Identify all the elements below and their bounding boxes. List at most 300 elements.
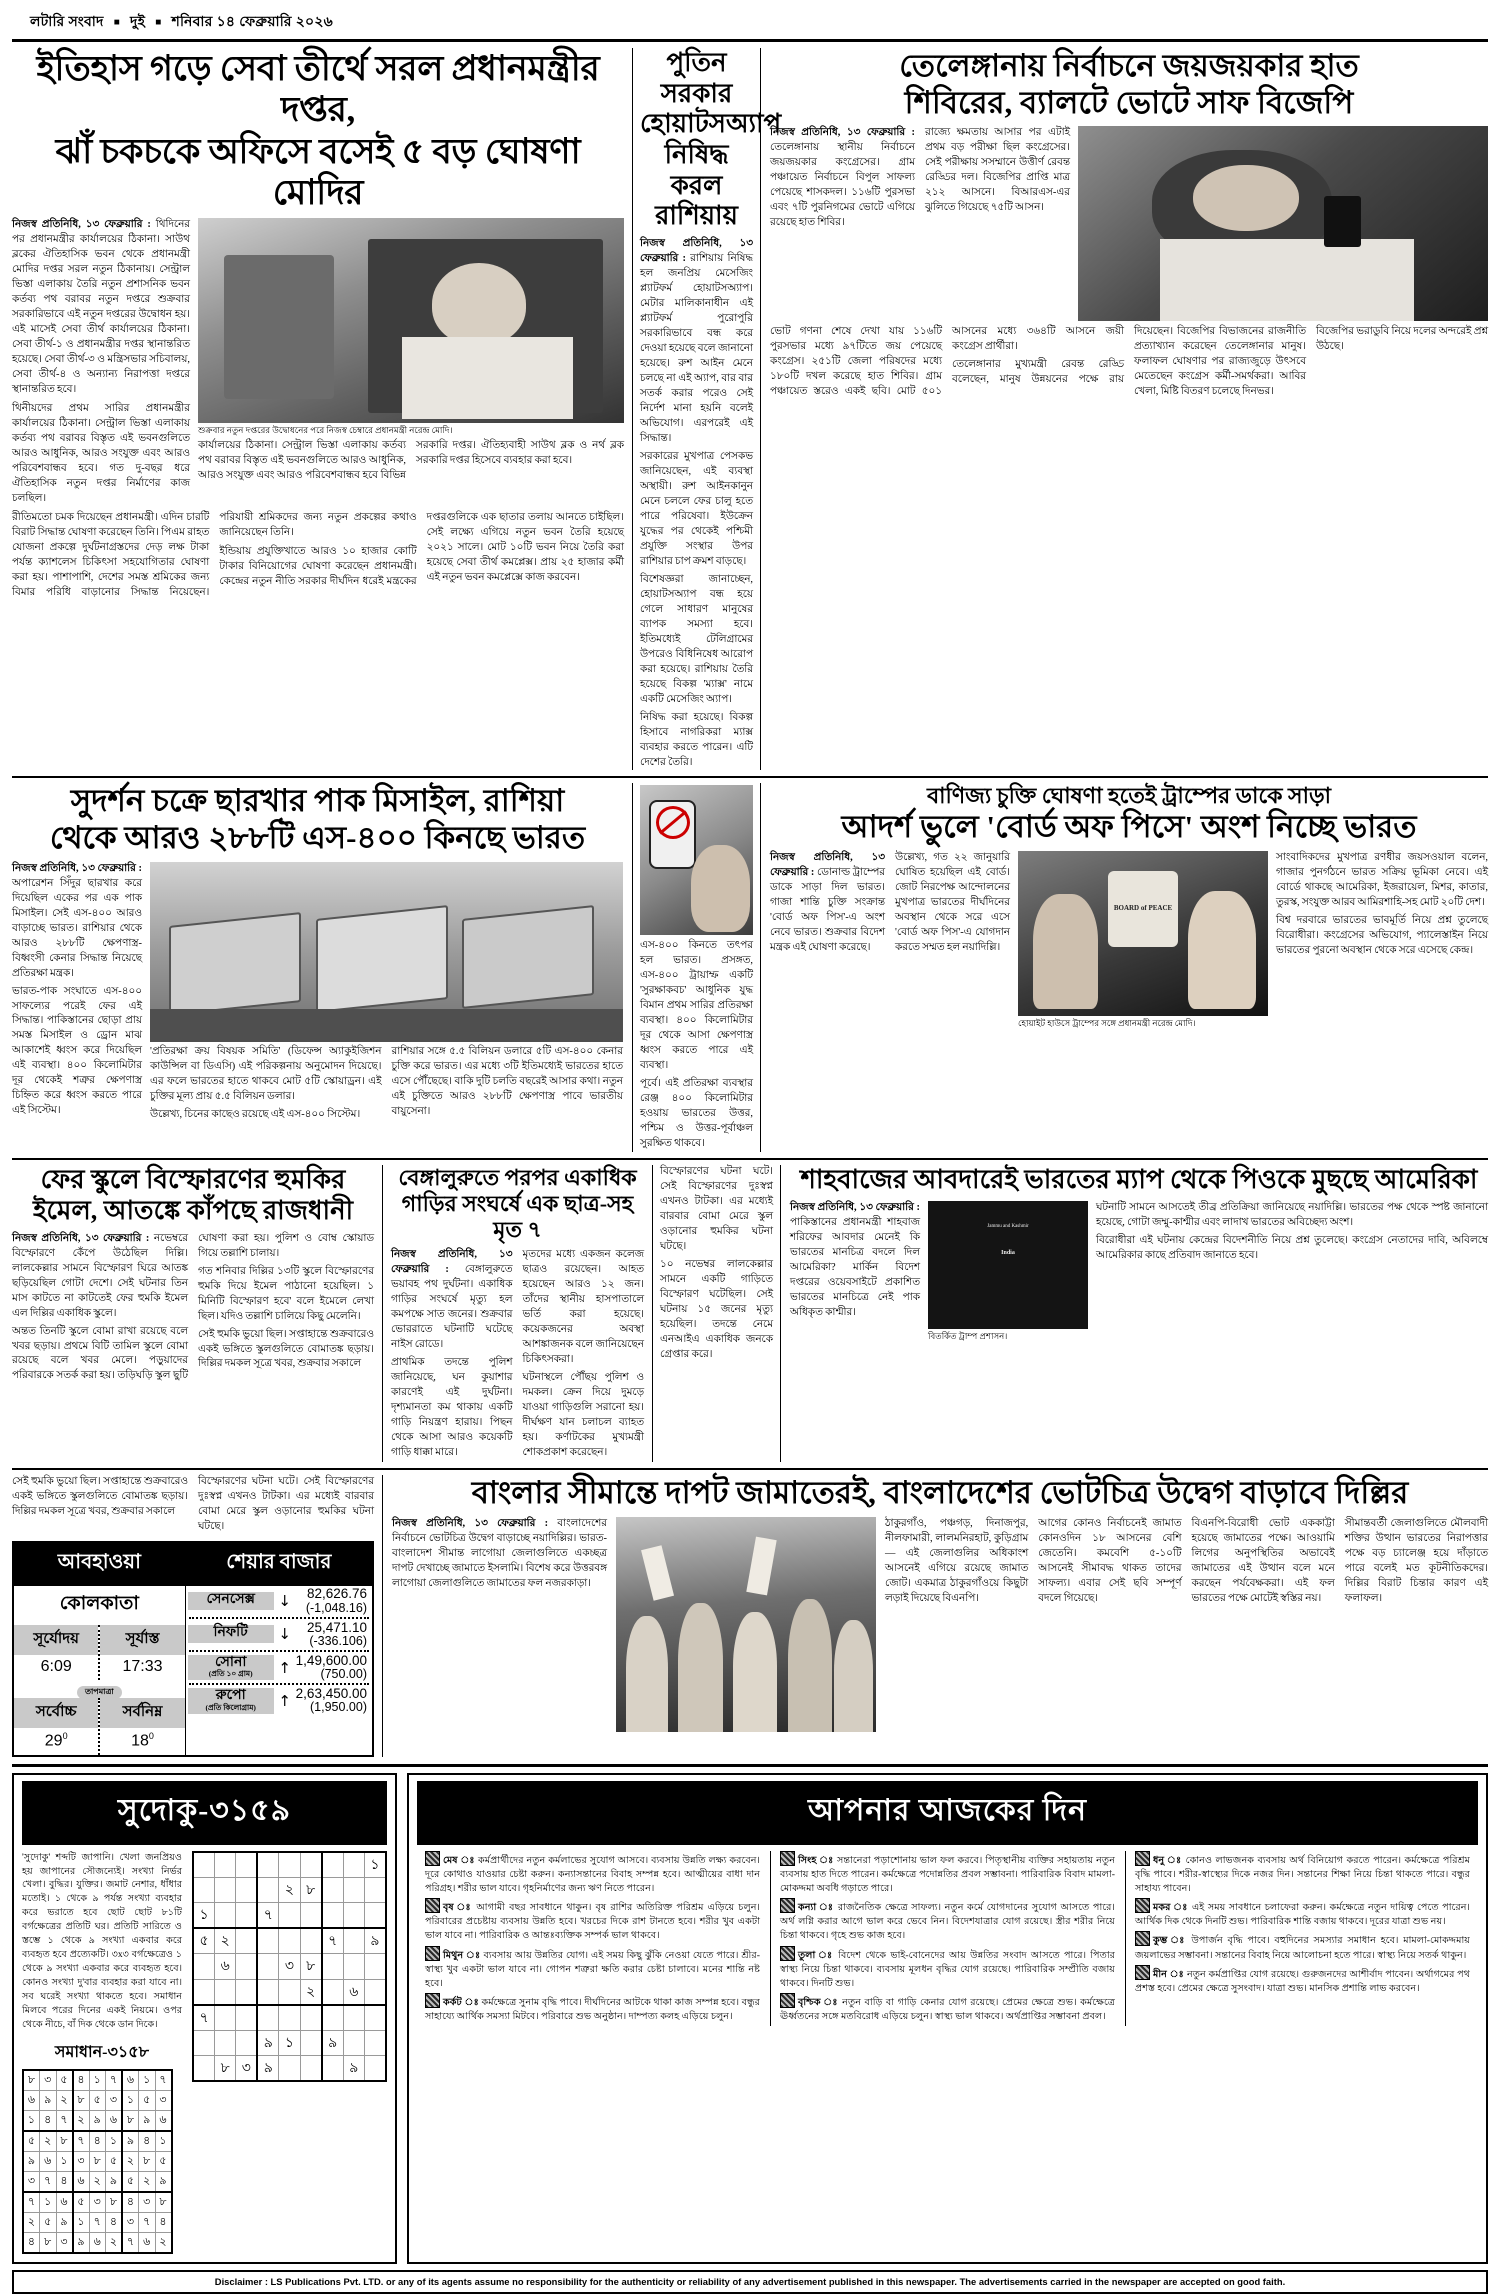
- bottom-band: [12, 1773, 1488, 2265]
- telangana-body-4: তেলেঙ্গানার মুখ্যমন্ত্রী রেবন্ত রেড্ডি বলেছেন, মানুষ উন্নয়নের পক্ষে রায় দিয়েছেন। বিজেপির বিভাজনের রাজনীতি প্রত্যাখ্যান করেছেন তেলেঙ্গানার মানুষ। ফলাফল ঘোষণার পর রাজ্যজুড়ে উৎসবে মেতেছেন কংগ্রেস কর্মী-সমর্থকরা। আবির খেলা, মিষ্টি বিতরণ চলেছে দিনভর।: [952, 326, 1306, 398]
- trump-kicker: বাণিজ্য চুক্তি ঘোষণা হতেই ট্রাম্পের ডাকে সাড়া: [926, 783, 1332, 809]
- sudoku-solution-cell: ১: [89, 2070, 106, 2091]
- sudoku-puzzle-cell[interactable]: [300, 1928, 321, 1954]
- bangladesh-body-2: ঠাকুরগাঁও, পঞ্চগড়, দিনাজপুর, নীলফামারী, লালমনিরহাট, কুড়িগ্রাম — এই জেলাগুলির অধিকাংশ আসনেই এগিয়ে রয়েছে জামাত জোট। একমাত্র ঠাকুরগাঁওয়ে কিছুটা লড়াই দিয়েছে বিএনপি।: [885, 1517, 1029, 1604]
- sudoku-solution-cell: ৭: [89, 2213, 106, 2233]
- sudoku-puzzle-cell[interactable]: [214, 1852, 235, 1878]
- sudoku-puzzle-cell[interactable]: [236, 2030, 257, 2056]
- sudoku-solution-cell: ৯: [56, 2213, 73, 2233]
- sudoku-puzzle-cell[interactable]: [279, 1928, 300, 1954]
- sudoku-solution-cell: ১: [23, 2111, 40, 2132]
- zodiac-sign-icon: [425, 1993, 440, 2008]
- sudoku-puzzle-cell[interactable]: [343, 1903, 364, 1929]
- lower-rule: [12, 1158, 1488, 1160]
- bangladesh-rule: [12, 1468, 1488, 1470]
- sudoku-puzzle-row: [193, 2056, 386, 2082]
- market-row: [186, 1620, 372, 1649]
- school-headline-line2: ইমেল, আতঙ্কে কাঁপছে রাজধানী: [32, 1195, 354, 1225]
- lead-col3-body: ইন্ডিয়ায় প্রযুক্তিখাতে আরও ১০ হাজার কোটি টাকার বিনিয়োগের ঘোষণা করেছেন প্রধানমন্ত্রী। কেন্দ্রের নতুন নীতি সরকার দীর্ঘদিন ধরেই মন্ত্রকের দপ্তরগুলিকে এক ছাতার তলায় আনতে চাইছিল। সেই লক্ষ্যে এগিয়ে নতুন ভবন তৈরি হয়েছে ২০২১ সালে। মোট ১০টি ভবন নিয়ে তৈরি করা হয়েছে সেবা তীর্থ কমপ্লেক্স। প্রায় ২৫ হাজার কর্মী এই নতুন ভবন কমপ্লেক্সে কাজ করবেন।: [219, 511, 624, 587]
- zodiac-sign-icon: [780, 1851, 795, 1866]
- sudoku-solution-row: [23, 2111, 172, 2132]
- min-temp-degree: 0: [148, 1731, 154, 1742]
- sudoku-solution-cell: ৩: [40, 2070, 57, 2091]
- sudoku-puzzle-cell[interactable]: [193, 2056, 214, 2082]
- sudoku-puzzle-cell[interactable]: [257, 1979, 278, 2005]
- map-label-jk: Jammu and Kashmir: [987, 1223, 1029, 1229]
- horoscope-item: [425, 1993, 760, 2024]
- zodiac-sign-icon: [1135, 1898, 1150, 1913]
- sudoku-puzzle-cell[interactable]: [257, 1928, 278, 1954]
- sudoku-puzzle-cell[interactable]: [279, 2005, 300, 2031]
- sudoku-solution-cell: ১: [122, 2091, 139, 2111]
- sudoku-puzzle-cell[interactable]: [214, 2030, 235, 2056]
- sudoku-puzzle-cell[interactable]: [236, 1903, 257, 1929]
- sudoku-solution-cell: ৬: [89, 2233, 106, 2254]
- sudoku-solution-cell: ৭: [40, 2172, 57, 2193]
- map-body-3: বিরোধীরা এই ঘটনায় কেন্দ্রের বিদেশনীতি নিয়ে প্রশ্ন তুলেছে। কংগ্রেস নেতাদের দাবি, অবিলম্বে আমেরিকার কাছে প্রতিবাদ জানাতে হবে।: [1096, 1234, 1488, 1261]
- telangana-story: [760, 48, 1488, 770]
- bengaluru-byline: নিজস্ব প্রতিনিধি, ১৩ ফেব্রুয়ারি :: [391, 1249, 513, 1276]
- horoscope-sign-name: মীন ঃ: [1153, 1968, 1187, 1980]
- bangladesh-headline: বাংলার সীমান্তে দাপট জামাতেরই, বাংলাদেশের ভোটচিত্র উদ্বেগ বাড়াবে দিল্লির: [471, 1475, 1409, 1511]
- min-temp-cell: [98, 1698, 184, 1754]
- horoscope-column-3: [1125, 1851, 1470, 2027]
- sudoku-puzzle-cell[interactable]: [343, 1928, 364, 1954]
- masthead-separator-1: ■: [113, 16, 120, 28]
- sudoku-puzzle-cell[interactable]: ৮: [214, 2056, 235, 2082]
- sudoku-puzzle-cell[interactable]: [214, 1979, 235, 2005]
- market-row-change: (750.00): [320, 1667, 367, 1682]
- market-row: [186, 1686, 372, 1715]
- telangana-photo: [1078, 126, 1488, 321]
- sudoku-puzzle-cell[interactable]: ৮: [300, 1954, 321, 1980]
- disclaimer-bar: Disclaimer : LS Publications Pvt. LTD. or any of its agents assume no responsibility for the authenticity or reliability of any advertisement published in this newspaper. The advertisements carried in the newspaper are accepted on good faith.: [12, 2270, 1488, 2294]
- sudoku-puzzle-cell[interactable]: ৩: [236, 2056, 257, 2082]
- sudoku-puzzle-cell[interactable]: [300, 1852, 321, 1878]
- sudoku-title: সুদোকু-৩১৫৯: [22, 1781, 387, 1845]
- zodiac-sign-icon: [780, 1993, 795, 2008]
- market-trend-arrow-icon: ↓: [278, 1591, 291, 1610]
- market-row-separator: [189, 1683, 369, 1685]
- trump-body-4: বিশ্ব দরবারে ভারতের ভাবমূর্তি নিয়ে প্রশ্ন তুলেছে বিরোধীরা। কংগ্রেসের অভিযোগ, প্যালেস্তাইন নিয়ে ভারতের পুরনো অবস্থান থেকে সরে এসেছে কেন্দ্র।: [1276, 914, 1488, 956]
- sudoku-solution-cell: ৮: [106, 2192, 123, 2213]
- sudoku-puzzle-cell[interactable]: [236, 1979, 257, 2005]
- horoscope-sign-name: তুলা ঃ: [798, 1949, 839, 1961]
- sudoku-puzzle-cell[interactable]: [343, 1877, 364, 1903]
- horoscope-sign-text: ব্যবসায় আয় উন্নতির যোগ। এই সময় কিছু ঝুঁকি নেওয়া যেতে পারে। শ্রীর-স্বাস্থ্য খুব একটা ভাল যাবে না। গোপন শত্রুরা ক্ষতি করার চেষ্টা চালাবে। মনের শান্তি নষ্ট হবে।: [425, 1949, 760, 1989]
- sudoku-solution-cell: ২: [139, 2172, 156, 2193]
- sudoku-solution-cell: ২: [122, 2152, 139, 2172]
- horoscope-item: [780, 1851, 1115, 1896]
- sudoku-solution-cell: ২: [106, 2233, 123, 2254]
- sudoku-puzzle-cell[interactable]: [279, 1979, 300, 2005]
- lead-photo: [198, 218, 624, 423]
- sudoku-solution-cell: ৫: [40, 2213, 57, 2233]
- sudoku-puzzle-cell[interactable]: [236, 1877, 257, 1903]
- sudoku-solution-row: [23, 2213, 172, 2233]
- map-byline: নিজস্ব প্রতিনিধি, ১৩ ফেব্রুয়ারি :: [790, 1201, 920, 1213]
- sudoku-puzzle-cell[interactable]: ৯: [322, 2030, 343, 2056]
- trump-body-1: ডোনাল্ড ট্রাম্পের ডাকে সাড়া দিল ভারত। গাজা শান্তি চুক্তি সংক্রান্ত 'বোর্ড অফ পিস'-এ অংশ নেবে ভারত। শুক্রবার বিদেশ মন্ত্রক এই ঘোষণা করেছে।: [770, 867, 885, 953]
- sudoku-solution-cell: ৭: [23, 2192, 40, 2213]
- sudoku-puzzle-cell[interactable]: [257, 1877, 278, 1903]
- sudoku-puzzle-cell[interactable]: [214, 1903, 235, 1929]
- top-band: [12, 48, 1488, 770]
- trump-photo-caption: হোয়াইট হাউসে ট্রাম্পের সঙ্গে প্রধানমন্ত্রী নরেন্দ্র মোদি।: [1018, 1018, 1196, 1029]
- bengaluru-headline-line1: বেঙ্গালুরুতে পরপর একাধিক: [398, 1165, 637, 1191]
- putin-headline-line2: হোয়াটসঅ্যাপ: [640, 109, 782, 139]
- sudoku-puzzle-cell[interactable]: [343, 1954, 364, 1980]
- market-row-name: সোনা (প্রতি ১০ গ্রাম): [188, 1655, 274, 1681]
- trump-headline-line1: আদর্শ ভুলে 'বোর্ড অফ পিসে' অংশ নিচ্ছে ভারত: [841, 809, 1417, 845]
- sudoku-puzzle-cell[interactable]: [364, 1954, 386, 1980]
- market-row-change: (-1,048.16): [305, 1600, 367, 1615]
- market-trend-arrow-icon: ↓: [278, 1625, 291, 1644]
- putin-body-3: বিশেষজ্ঞরা জানাচ্ছেন, হোয়াটসঅ্যাপ বন্ধ হয়ে গেলে সাধারণ মানুষের ব্যাপক সমস্যা হবে। ইতিমধ্যেই টেলিগ্রামের উপরেও বিধিনিষেধ আরোপ করা হয়েছে। রাশিয়ায় তৈরি হয়েছে বিকল্প 'ম্যাক্স' নামে একটি মেসেজিং অ্যাপ।: [640, 573, 753, 705]
- sudoku-puzzle-cell[interactable]: ১: [364, 1852, 386, 1878]
- lead-body-3: থিনীয়দের প্রথম সারির প্রধানমন্ত্রীর কার্যালয়ের ঠিকানা। সেন্ট্রাল ভিস্তা এলাকায় কর্তব্য পথ বরাবর বিস্তৃত এই ভবনগুলিতে আরও আধুনিক, আরও সংযুক্ত এবং আরও পরিবেশবান্ধব হবে। গত দু-বছর ধরে ঐতিহাসিক নতুন দপ্তর নির্মাণের কাজ চলছিল।: [12, 403, 190, 504]
- masthead-date: শনিবার ১৪ ফেব্রুয়ারি ২০২৬: [171, 13, 333, 29]
- mid-band: [12, 783, 1488, 1152]
- sudoku-solution-cell: ৪: [89, 2131, 106, 2152]
- horoscope-sign-name: মকর ঃ: [1153, 1902, 1192, 1914]
- sudoku-solution-cell: ৫: [56, 2070, 73, 2091]
- sudoku-solution-cell: ৪: [73, 2070, 90, 2091]
- bengaluru-story: [382, 1165, 652, 1462]
- telangana-caption-note: বিজেপির ভরাডুবি নিয়ে দলের অন্দরেই প্রশ্ন উঠছে।: [1316, 326, 1488, 353]
- horoscope-item: [780, 1898, 1115, 1943]
- school-byline: নিজস্ব প্রতিনিধি, ১৩ ফেব্রুয়ারি :: [12, 1232, 150, 1244]
- market-trend-arrow-icon: ↑: [278, 1691, 291, 1710]
- sudoku-puzzle-row: [193, 2005, 386, 2031]
- horoscope-sign-text: রাজনৈতিক ক্ষেত্রে সাফল্য। নতুন কর্মে যোগদানের সুযোগ আসতে পারে। অর্থ লগ্নি করার আগে ভাল করে ভেবে নিন। বিদেশযাত্রার যোগ রয়েছে। স্ত্রীর শরীর নিয়ে চিন্তা থাকবে। গৃহে শুভ কাজ হবে।: [780, 1902, 1115, 1942]
- sudoku-puzzle-cell[interactable]: [322, 1954, 343, 1980]
- horoscope-item: [780, 1993, 1115, 2024]
- putin-headline-line1: পুতিন সরকার: [660, 48, 733, 108]
- sudoku-puzzle-cell[interactable]: [279, 1903, 300, 1929]
- sudoku-solution-cell: ৫: [23, 2131, 40, 2152]
- weather-box: [14, 1543, 185, 1754]
- sudoku-solution-cell: ২: [73, 2111, 90, 2132]
- sudoku-solution-cell: ৫: [155, 2152, 172, 2172]
- sudoku-solution-cell: ৩: [56, 2233, 73, 2254]
- market-row-values: 2,63,450.00 (1,950.00): [295, 1686, 367, 1715]
- horoscope-item: [1135, 1851, 1470, 1896]
- map-story: [780, 1165, 1488, 1462]
- sudoku-solution-cell: ৯: [155, 2172, 172, 2193]
- sudoku-puzzle-cell[interactable]: [364, 1877, 386, 1903]
- sudoku-puzzle-cell[interactable]: [364, 1979, 386, 2005]
- s400-headline-line1: সুদর্শন চক্রে ছারখার পাক মিসাইল, রাশিয়া: [70, 783, 565, 819]
- horoscope-sign-text: সন্তানেরা পড়াশোনায় ভাল ফল করবে। পিতৃস্থানীয় ব্যক্তির সহায়তায় নতুন ব্যবসায় হাত দিতে পারেন। কর্মক্ষেত্রে পদোন্নতির প্রবল সম্ভাবনা। পারিবারিক বিবাদ মামলা-মোকদ্দমা অবধি গড়াতে পারে।: [780, 1854, 1115, 1894]
- horoscope-item: [1135, 1931, 1470, 1962]
- sudoku-puzzle-cell[interactable]: [236, 1928, 257, 1954]
- putin-phone-photo: [640, 785, 753, 935]
- sudoku-solution-grid: [22, 2069, 173, 2254]
- trump-story: [760, 783, 1488, 1152]
- zodiac-sign-icon: [425, 1946, 440, 1961]
- sudoku-puzzle-cell[interactable]: ১: [279, 2030, 300, 2056]
- sudoku-puzzle-cell[interactable]: [193, 1877, 214, 1903]
- lead-col-1: [12, 218, 190, 507]
- sudoku-puzzle-cell[interactable]: ৭: [322, 1928, 343, 1954]
- sudoku-puzzle-cell[interactable]: ২: [214, 1928, 235, 1954]
- horoscope-sign-text: এই সময় সাবধানে চলাফেরা করুন। কর্মক্ষেত্রে নতুন দায়িত্ব পেতে পারেন। আর্থিক দিক থেকে দিনটি শুভ। পারিবারিক শান্তি বজায় থাকবে। দূরের যাত্রা শুভ নয়।: [1135, 1902, 1470, 1928]
- sunrise-value: 6:09: [40, 1658, 72, 1676]
- sudoku-puzzle-cell[interactable]: ৬: [343, 1979, 364, 2005]
- sudoku-solution-cell: ৮: [89, 2152, 106, 2172]
- max-temp-degree: 0: [62, 1731, 68, 1742]
- sudoku-solution-row: [23, 2233, 172, 2254]
- putin-headline-line4: রাশিয়ায়: [655, 201, 738, 231]
- sudoku-puzzle-cell[interactable]: [236, 2005, 257, 2031]
- sudoku-puzzle-cell[interactable]: [343, 2005, 364, 2031]
- lead-body-1: থিদিনের পর প্রধানমন্ত্রীর কার্যালয়ের ঠিকানা। সাউথ ব্লকের ঐতিহাসিক ভবন থেকে প্রধানমন্ত্রী মোদির দপ্তর সরল নতুন ঠিকানায়। সেন্ট্রাল ভিস্তা এলাকায় তৈরি নতুন প্রশাসনিক ভবন কর্তব্য পথ বরাবর নতুন দপ্তরে শুক্রবার সরকারিভাবে এই নতুন দপ্তরের উদ্বোধন হয়। এই মাসেই সেবা তীর্থ কার্যালয়ের ঠিকানা। সেবা তীর্থ-১ ও প্রধানমন্ত্রীর দপ্তর স্থানান্তরিত হয়েছে। সেবা তীর্থ-৩ ও মন্ত্রিসভার সচিবালয়, সেবা তীর্থ-৪ ও অন্যান্য নিরাপত্তা দপ্তরে স্থানান্তরিত হবে।: [12, 219, 190, 396]
- sudoku-solution-cell: ২: [40, 2131, 57, 2152]
- horoscope-item: [1135, 1898, 1470, 1929]
- sudoku-solution-cell: ৮: [122, 2111, 139, 2132]
- sudoku-puzzle-cell[interactable]: [322, 1979, 343, 2005]
- sudoku-solution-cell: ১: [139, 2070, 156, 2091]
- sudoku-puzzle-cell[interactable]: [257, 1852, 278, 1878]
- sudoku-puzzle-cell[interactable]: [364, 1903, 386, 1929]
- horoscope-sign-text: নতুন কর্মপ্রাপ্তির যোগ রয়েছে। গুরুজনদের আশীর্বাদ পাবেন। অর্থাগমের পথ প্রশস্ত হবে। প্রেমের ক্ষেত্রে সুসংবাদ। যাত্রা শুভ। মানসিক প্রশান্তি লাভ করবেন।: [1135, 1968, 1470, 1994]
- sudoku-puzzle-cell[interactable]: [322, 2005, 343, 2031]
- sudoku-puzzle-cell[interactable]: [322, 1877, 343, 1903]
- sudoku-solution-cell: ১: [40, 2192, 57, 2213]
- min-temp-value: [100, 1728, 184, 1754]
- lead-story: [12, 48, 632, 770]
- sudoku-solution-cell: ১: [56, 2152, 73, 2172]
- school-threat-story: [12, 1165, 382, 1462]
- s400-body-7: পূর্বে। এই প্রতিরক্ষা ব্যবস্থার রেঞ্জ ৪০০ কিলোমিটার হওয়ায় ভারতের উত্তর, পশ্চিম ও উত্তর-পূর্বাঞ্চল সুরক্ষিত থাকবে।: [640, 1078, 753, 1150]
- school-body-1: নভেম্বরে বিস্ফোরণে কেঁপে উঠেছিল দিল্লি। লালকেল্লার সামনে বিস্ফোরণ ঘিরে আতঙ্ক ছড়িয়েছিল গোটা দেশে। সেই ঘটনার তিন মাস কাটতে না কাটতেই ফের হুমকি ইমেল এল দিল্লির একাধিক স্কুলে।: [12, 1232, 188, 1319]
- sudoku-solution-cell: ৪: [139, 2131, 156, 2152]
- sudoku-solution-cell: ৮: [155, 2192, 172, 2213]
- sudoku-puzzle-cell[interactable]: ৩: [279, 1954, 300, 1980]
- sudoku-puzzle-cell[interactable]: ২: [300, 1979, 321, 2005]
- sudoku-solution-cell: ১: [106, 2131, 123, 2152]
- sudoku-puzzle-cell[interactable]: ১: [193, 1903, 214, 1929]
- sudoku-puzzle-cell[interactable]: [257, 1954, 278, 1980]
- sudoku-puzzle-cell[interactable]: ৬: [214, 1954, 235, 1980]
- horoscope-sign-text: বিদেশ থেকে ভাই-বোনেদের আয় উন্নতির সংবাদ আসতে পারে। পিতার স্বাস্থ্য নিয়ে চিন্তা থাকবে। ব্যবসায় মূলধন বৃদ্ধির যোগ রয়েছে। পারিবারিক সম্প্রীতি বজায় থাকবে। দিনটি শুভ।: [780, 1949, 1115, 1989]
- s400-headline-line2: থেকে আরও ২৮৮টি এস-৪০০ কিনছে ভারত: [49, 820, 586, 856]
- sudoku-solution-cell: ৬: [122, 2070, 139, 2091]
- market-title: শেয়ার বাজার: [186, 1543, 372, 1586]
- market-row-values: 82,626.76 (-1,048.16): [296, 1587, 370, 1614]
- horoscope-title: আপনার আজকের দিন: [417, 1781, 1478, 1845]
- weather-market-box: [12, 1541, 374, 1756]
- sudoku-puzzle-cell[interactable]: [343, 2030, 364, 2056]
- sudoku-solution-cell: ৯: [122, 2131, 139, 2152]
- bengaluru-headline-line2: গাড়ির সংঘর্ষে এক ছাত্র-সহ মৃত ৭: [401, 1191, 634, 1243]
- masthead-page-label: দুই: [130, 13, 146, 29]
- lead-photo-block: [198, 218, 624, 507]
- sudoku-puzzle-cell[interactable]: [322, 2056, 343, 2082]
- s400-body-6: এস-৪০০ কিনতে তৎপর হল ভারত। প্রসঙ্গত, এস-৪০০ ট্রায়াম্ফ একটি 'সুরক্ষাকবচ' আধুনিক যুদ্ধ বিমান প্রথম সারির প্রতিরক্ষা ব্যবস্থা। ৪০০ কিলোমিটার দূর থেকে আসা ক্ষেপণাস্ত্র ধ্বংস করতে পারে এই ব্যবস্থা।: [640, 940, 753, 1072]
- bangladesh-body-3: আগের কোনও নির্বাচনেই জামাত কোনওদিন ১৮ আসনের বেশি জেতেনি। কমবেশি ৫-১০টি আসনেই সীমাবদ্ধ থাকত তাদের সাফল্য। এবার সেই ছবি সম্পূর্ণ বদলে গিয়েছে।: [1038, 1517, 1182, 1604]
- sudoku-solution-cell: ১: [73, 2213, 90, 2233]
- horoscope-sign-name: বৃশ্চিক ঃ: [798, 1997, 843, 2009]
- sudoku-solution-cell: ৬: [56, 2192, 73, 2213]
- sudoku-puzzle-cell[interactable]: [279, 1852, 300, 1878]
- sudoku-solution-cell: ৩: [73, 2152, 90, 2172]
- sudoku-puzzle-cell[interactable]: ৫: [193, 1928, 214, 1954]
- sudoku-solution-cell: ৭: [139, 2213, 156, 2233]
- horoscope-sign-name: ধনু ঃ: [1153, 1854, 1186, 1866]
- sudoku-puzzle-cell[interactable]: [193, 1954, 214, 1980]
- sudoku-solution-cell: ৫: [89, 2091, 106, 2111]
- sudoku-puzzle-grid[interactable]: [192, 1851, 387, 2083]
- sudoku-solution-cell: ৪: [106, 2213, 123, 2233]
- max-temp-value: [14, 1728, 98, 1754]
- s400-story: [12, 783, 632, 1152]
- sudoku-puzzle-cell[interactable]: ৭: [257, 1903, 278, 1929]
- horoscope-sign-text: কোনও লাভজনক ব্যবসায় অর্থ বিনিয়োগ করতে পারেন। কর্মক্ষেত্রে পরিশ্রম বৃদ্ধি পাবে। শরীর-স্বাস্থ্যের দিকে নজর দিন। সন্তানের শিক্ষা নিয়ে চিন্তা থাকতে পারে। বন্ধুর সাহায্য পাবেন।: [1135, 1854, 1470, 1894]
- sudoku-puzzle-cell[interactable]: [300, 1903, 321, 1929]
- bengaluru-body-1: বেঙ্গালুরুতে ভয়াবহ পথ দুর্ঘটনা। একাধিক গাড়ির সংঘর্ষে মৃত্যু হল কমপক্ষে সাত জনের। শুক্রবার ভোররাতে ঘটনাটি ঘটেছে নাইস রোডে।: [391, 1264, 513, 1351]
- sudoku-solution-cell: ৪: [23, 2233, 40, 2254]
- horoscope-section: [407, 1773, 1488, 2265]
- sudoku-puzzle-row: [193, 2030, 386, 2056]
- map-body-2: ঘটনাটি সামনে আসতেই তীব্র প্রতিক্রিয়া জানিয়েছে নয়াদিল্লি। ভারতের পক্ষ থেকে স্পষ্ট জানানো হয়েছে, গোটা জম্মু-কাশ্মীর এবং লাদাখ ভারতের অবিচ্ছেদ্য অংশ।: [1096, 1201, 1488, 1228]
- school-headline-line1: ফের স্কুলে বিস্ফোরণের হুমকির: [40, 1165, 346, 1195]
- s400-byline: নিজস্ব প্রতিনিধি, ১৩ ফেব্রুয়ারি :: [12, 862, 142, 874]
- trump-body-3: সাংবাদিকদের মুখপাত্র রণধীর জয়সওয়াল বলেন, গাজার পুনর্গঠনে ভারত সক্রিয় ভূমিকা নেবে। এই বোর্ডে থাকছে আমেরিকা, ইজরায়েল, মিশর, কাতার, তুরস্ক, সংযুক্ত আরব আমিরশাহি-সহ মোট ২০টি দেশ।: [1276, 852, 1488, 908]
- sudoku-solution-cell: ৭: [73, 2131, 90, 2152]
- bangladesh-body-4: বিএনপি-বিরোধী ভোট এককাট্টা হয়েছে জামাতের পক্ষে। আওয়ামি লিগের অনুপস্থিতির অভাবেই জামাতের এই উত্থান বলে মনে করছেন পর্যবেক্ষকরা। এই ফল ভারতের পক্ষে মোটেই স্বস্তির নয়।: [1191, 1517, 1335, 1604]
- sudoku-solution-cell: ৯: [40, 2091, 57, 2111]
- s400-body-3: 'প্রতিরক্ষা ক্রয় বিষয়ক সমিতি' (ডিফেন্স অ্যাকুইজিশন কাউন্সিল বা ডিএসি) এই পরিকল্পনায় অনুমোদন দিয়েছে। এর ফলে ভারতের হাতে থাকবে মোট ৫টি স্কোয়াড্রন। এই চুক্তির মূল্য প্রায় ৫.৫ বিলিয়ন ডলার।: [150, 1045, 382, 1102]
- sunset-label: সূর্যাস্ত: [100, 1625, 184, 1655]
- sudoku-solution-cell: ৯: [106, 2172, 123, 2193]
- min-temp-number: 18: [131, 1732, 149, 1750]
- sudoku-puzzle-cell[interactable]: [193, 2030, 214, 2056]
- trump-byline: নিজস্ব প্রতিনিধি, ১৩ ফেব্রুয়ারি :: [770, 852, 885, 878]
- bottom-rule: [12, 1764, 1488, 1767]
- sudoku-puzzle-cell[interactable]: [236, 1954, 257, 1980]
- horoscope-sign-name: কন্যা ঃ: [798, 1902, 838, 1914]
- sudoku-puzzle-cell[interactable]: [364, 2030, 386, 2056]
- sudoku-solution-cell: ৩: [155, 2091, 172, 2111]
- sudoku-solution-cell: ২: [56, 2091, 73, 2111]
- sudoku-solution-cell: ৯: [89, 2111, 106, 2132]
- zodiac-sign-icon: [1135, 1931, 1150, 1946]
- sudoku-puzzle-cell[interactable]: [279, 2056, 300, 2082]
- sudoku-solution-cell: ৮: [73, 2091, 90, 2111]
- telangana-headline-line1: তেলেঙ্গানায় নির্বাচনে জয়জয়কার হাত: [899, 48, 1359, 83]
- weather-city: কোলকাতা: [59, 1593, 139, 1615]
- horoscope-item: [1135, 1965, 1470, 1996]
- putin-photo-story: [632, 783, 760, 1152]
- sudoku-puzzle-cell[interactable]: [236, 1852, 257, 1878]
- sudoku-puzzle-cell[interactable]: [193, 1852, 214, 1878]
- sudoku-puzzle-cell[interactable]: ৯: [257, 2056, 278, 2082]
- sudoku-puzzle-cell[interactable]: ৯: [364, 1928, 386, 1954]
- map-body-1: পাকিস্তানের প্রধানমন্ত্রী শাহবাজ শরিফের আবদার মেনেই কি ভারতের মানচিত্র বদলে দিল আমেরিকা? মার্কিন বিদেশ দপ্তরের ওয়েবসাইটে প্রকাশিত ভারতের মানচিত্রে নেই পাক অধিকৃত কাশ্মীর।: [790, 1216, 920, 1318]
- market-row-values: 1,49,600.00 (750.00): [295, 1652, 367, 1682]
- horoscope-item: [425, 1898, 760, 1943]
- horoscope-sign-name: বৃষ ঃ: [443, 1902, 477, 1914]
- s400-photo: [150, 862, 623, 1042]
- sudoku-left: [22, 1851, 182, 2255]
- sudoku-solution-cell: ৭: [56, 2111, 73, 2132]
- sudoku-solution-title: সমাধান-৩১৫৮: [54, 2044, 150, 2062]
- bengaluru-body-4: ঘটনাস্থলে পৌঁছয় পুলিশ ও দমকল। ক্রেন দিয়ে দুমড়ে যাওয়া গাড়িগুলি সরানো হয়। দীর্ঘক্ষণ যান চলাচল ব্যাহত হয়। কর্ণাটকের মুখ্যমন্ত্রী শোকপ্রকাশ করেছেন।: [522, 1372, 644, 1458]
- horoscope-sign-text: আগামী বছর সাবধানে থাকুন। বৃষ রাশির অতিরিক্ত পরিশ্রম এড়িয়ে চলুন। পরিবারের প্রচেষ্টায় ব্যবসায় উন্নতি হবে। খরচের দিকে রাশ টানতে হবে। শরীর খুব একটা ভাল যাবে না। পারিবারিক ও আন্তঃব্যক্তিক সম্পর্ক ভাল থাকবে।: [425, 1902, 760, 1942]
- bangladesh-body-1: বাংলাদেশের নির্বাচনে ভোটচিত্র উদ্বেগ বাড়াচ্ছে নয়াদিল্লির। ভারত-বাংলাদেশ সীমান্ত লাগোয়া জেলাগুলিতে একচ্ছত্র দাপট দেখাচ্ছে জামাতে ইসলামি। বিশেষ করে উত্তরবঙ্গ লাগোয়া জেলাগুলিতে জামাতের ফল নজরকাড়া।: [392, 1517, 607, 1589]
- market-row-values: 25,471.10 (-336.106): [296, 1621, 370, 1648]
- sudoku-puzzle-cell[interactable]: [364, 2056, 386, 2082]
- sudoku-solution-cell: ৮: [40, 2233, 57, 2254]
- sudoku-puzzle-cell[interactable]: [300, 2005, 321, 2031]
- min-temp-label: সর্বনিম্ন: [100, 1698, 184, 1728]
- sudoku-puzzle-cell[interactable]: [322, 1903, 343, 1929]
- telangana-headline-line2: শিবিরের, ব্যালটে ভোটে সাফ বিজেপি: [904, 84, 1354, 120]
- sudoku-solution-cell: ৩: [139, 2192, 156, 2213]
- sudoku-puzzle-cell[interactable]: [193, 1979, 214, 2005]
- horoscope-sign-name: কুম্ভ ঃ: [1153, 1935, 1192, 1947]
- sudoku-puzzle-cell[interactable]: [257, 2005, 278, 2031]
- sudoku-puzzle-row: [193, 1852, 386, 1878]
- sudoku-puzzle-cell[interactable]: ৮: [300, 1877, 321, 1903]
- horoscope-sign-text: কর্মক্ষেত্রে সুনাম বৃদ্ধি পাবে। দীর্ঘদিনের আটকে থাকা কাজ সম্পন্ন হবে। বন্ধুর সাহায্যে আর্থিক সমস্যা মিটবে। পরিবারে শুভ অনুষ্ঠান। দাম্পত্য কলহ এড়িয়ে চলুন।: [425, 1997, 760, 2023]
- sudoku-puzzle-cell[interactable]: [343, 1852, 364, 1878]
- putin-body-2: সরকারের মুখপাত্র পেসকভ জানিয়েছেন, এই ব্যবস্থা অস্থায়ী। রুশ আইনকানুন মেনে চললে ফের চালু হতে পারে পরিষেবা। ইউক্রেন যুদ্ধের পর থেকেই পশ্চিমী প্রযুক্তি সংস্থার উপর রাশিয়ার চাপ ক্রমশ বাড়ছে।: [640, 450, 753, 567]
- zodiac-sign-icon: [1135, 1851, 1150, 1866]
- sudoku-solution-cell: ৬: [139, 2233, 156, 2254]
- market-row: [186, 1586, 372, 1615]
- sudoku-puzzle-cell[interactable]: [214, 2005, 235, 2031]
- putin-body-1: রাশিয়ায় নিষিদ্ধ হল জনপ্রিয় মেসেজিং প্ল্যাটফর্ম হোয়াটসঅ্যাপ। মেটার মালিকানাধীন এই প্ল্যাটফর্ম পুরোপুরি সরকারিভাবে বন্ধ করে দেওয়া হয়েছে বলে জানানো হয়েছে। রুশ আইন মেনে চলছে না এই অ্যাপ, বার বার সতর্ক করার পরেও সেই নির্দেশ মানা হয়নি বলেই অভিযোগ। এরপরেই এই সিদ্ধান্ত।: [640, 253, 753, 444]
- school-body-5-dup: বিস্ফোরণের ঘটনা ঘটে। সেই বিস্ফোরণের দুঃস্বপ্ন এখনও টাটকা। এর মধ্যেই বারবার বোমা মেরে স্কুল ওড়ানোর হুমকির ঘটনা ঘটছে।: [198, 1476, 374, 1533]
- market-rows: [186, 1586, 372, 1715]
- zodiac-sign-icon: [1135, 1965, 1150, 1980]
- sudoku-solution-row: [23, 2091, 172, 2111]
- sudoku-puzzle-cell[interactable]: [300, 2056, 321, 2082]
- sudoku-puzzle-cell[interactable]: [364, 2005, 386, 2031]
- sudoku-puzzle-row: [193, 1928, 386, 1954]
- sudoku-solution-cell: ৫: [122, 2172, 139, 2193]
- sunrise-label: সূর্যোদয়: [14, 1625, 98, 1655]
- sudoku-solution-cell: ৯: [23, 2152, 40, 2172]
- map-photo-caption: বিতর্কিত ট্রাম্প প্রশাসন।: [928, 1330, 1008, 1341]
- sudoku-puzzle-row: [193, 1903, 386, 1929]
- masthead-rule: [12, 39, 1488, 42]
- s400-body-4: উল্লেখ্য, চিনের কাছেও রয়েছে এই এস-৪০০ সিস্টেম।: [150, 1108, 361, 1120]
- sudoku-puzzle-cell[interactable]: ৯: [343, 2056, 364, 2082]
- sudoku-solution-cell: ৬: [40, 2152, 57, 2172]
- horoscope-sign-name: কর্কট ঃ: [443, 1997, 482, 2009]
- sudoku-solution-row: [23, 2172, 172, 2193]
- sudoku-solution-cell: ৫: [73, 2192, 90, 2213]
- max-temp-number: 29: [44, 1732, 63, 1750]
- school-body-4: সেই হুমকি ভুয়ো ছিল। সপ্তাহান্তে শুক্রবারেও একই ভঙ্গিতে স্কুলগুলিতে বোমাতঙ্ক ছড়ায়। দিল্লির দমকল সূত্রে খবর, শুক্রবার সকালে: [198, 1328, 374, 1370]
- lead-headline-line1: ইতিহাস গড়ে সেবা তীর্থে সরল প্রধানমন্ত্রীর দপ্তর,: [36, 49, 600, 130]
- sudoku-puzzle-cell[interactable]: ৯: [257, 2030, 278, 2056]
- sudoku-puzzle-cell[interactable]: ৭: [193, 2005, 214, 2031]
- market-row-name: সেনসেক্স: [188, 1592, 274, 1610]
- sudoku-puzzle-cell[interactable]: [300, 2030, 321, 2056]
- sudoku-puzzle-cell[interactable]: [214, 1877, 235, 1903]
- lower-band: [12, 1165, 1488, 1462]
- sudoku-solution-cell: ৩: [122, 2213, 139, 2233]
- sudoku-puzzle-cell[interactable]: ২: [279, 1877, 300, 1903]
- sudoku-puzzle-cell[interactable]: [322, 1852, 343, 1878]
- sudoku-solution-row: [23, 2192, 172, 2213]
- sudoku-solution-cell: ৭: [122, 2233, 139, 2254]
